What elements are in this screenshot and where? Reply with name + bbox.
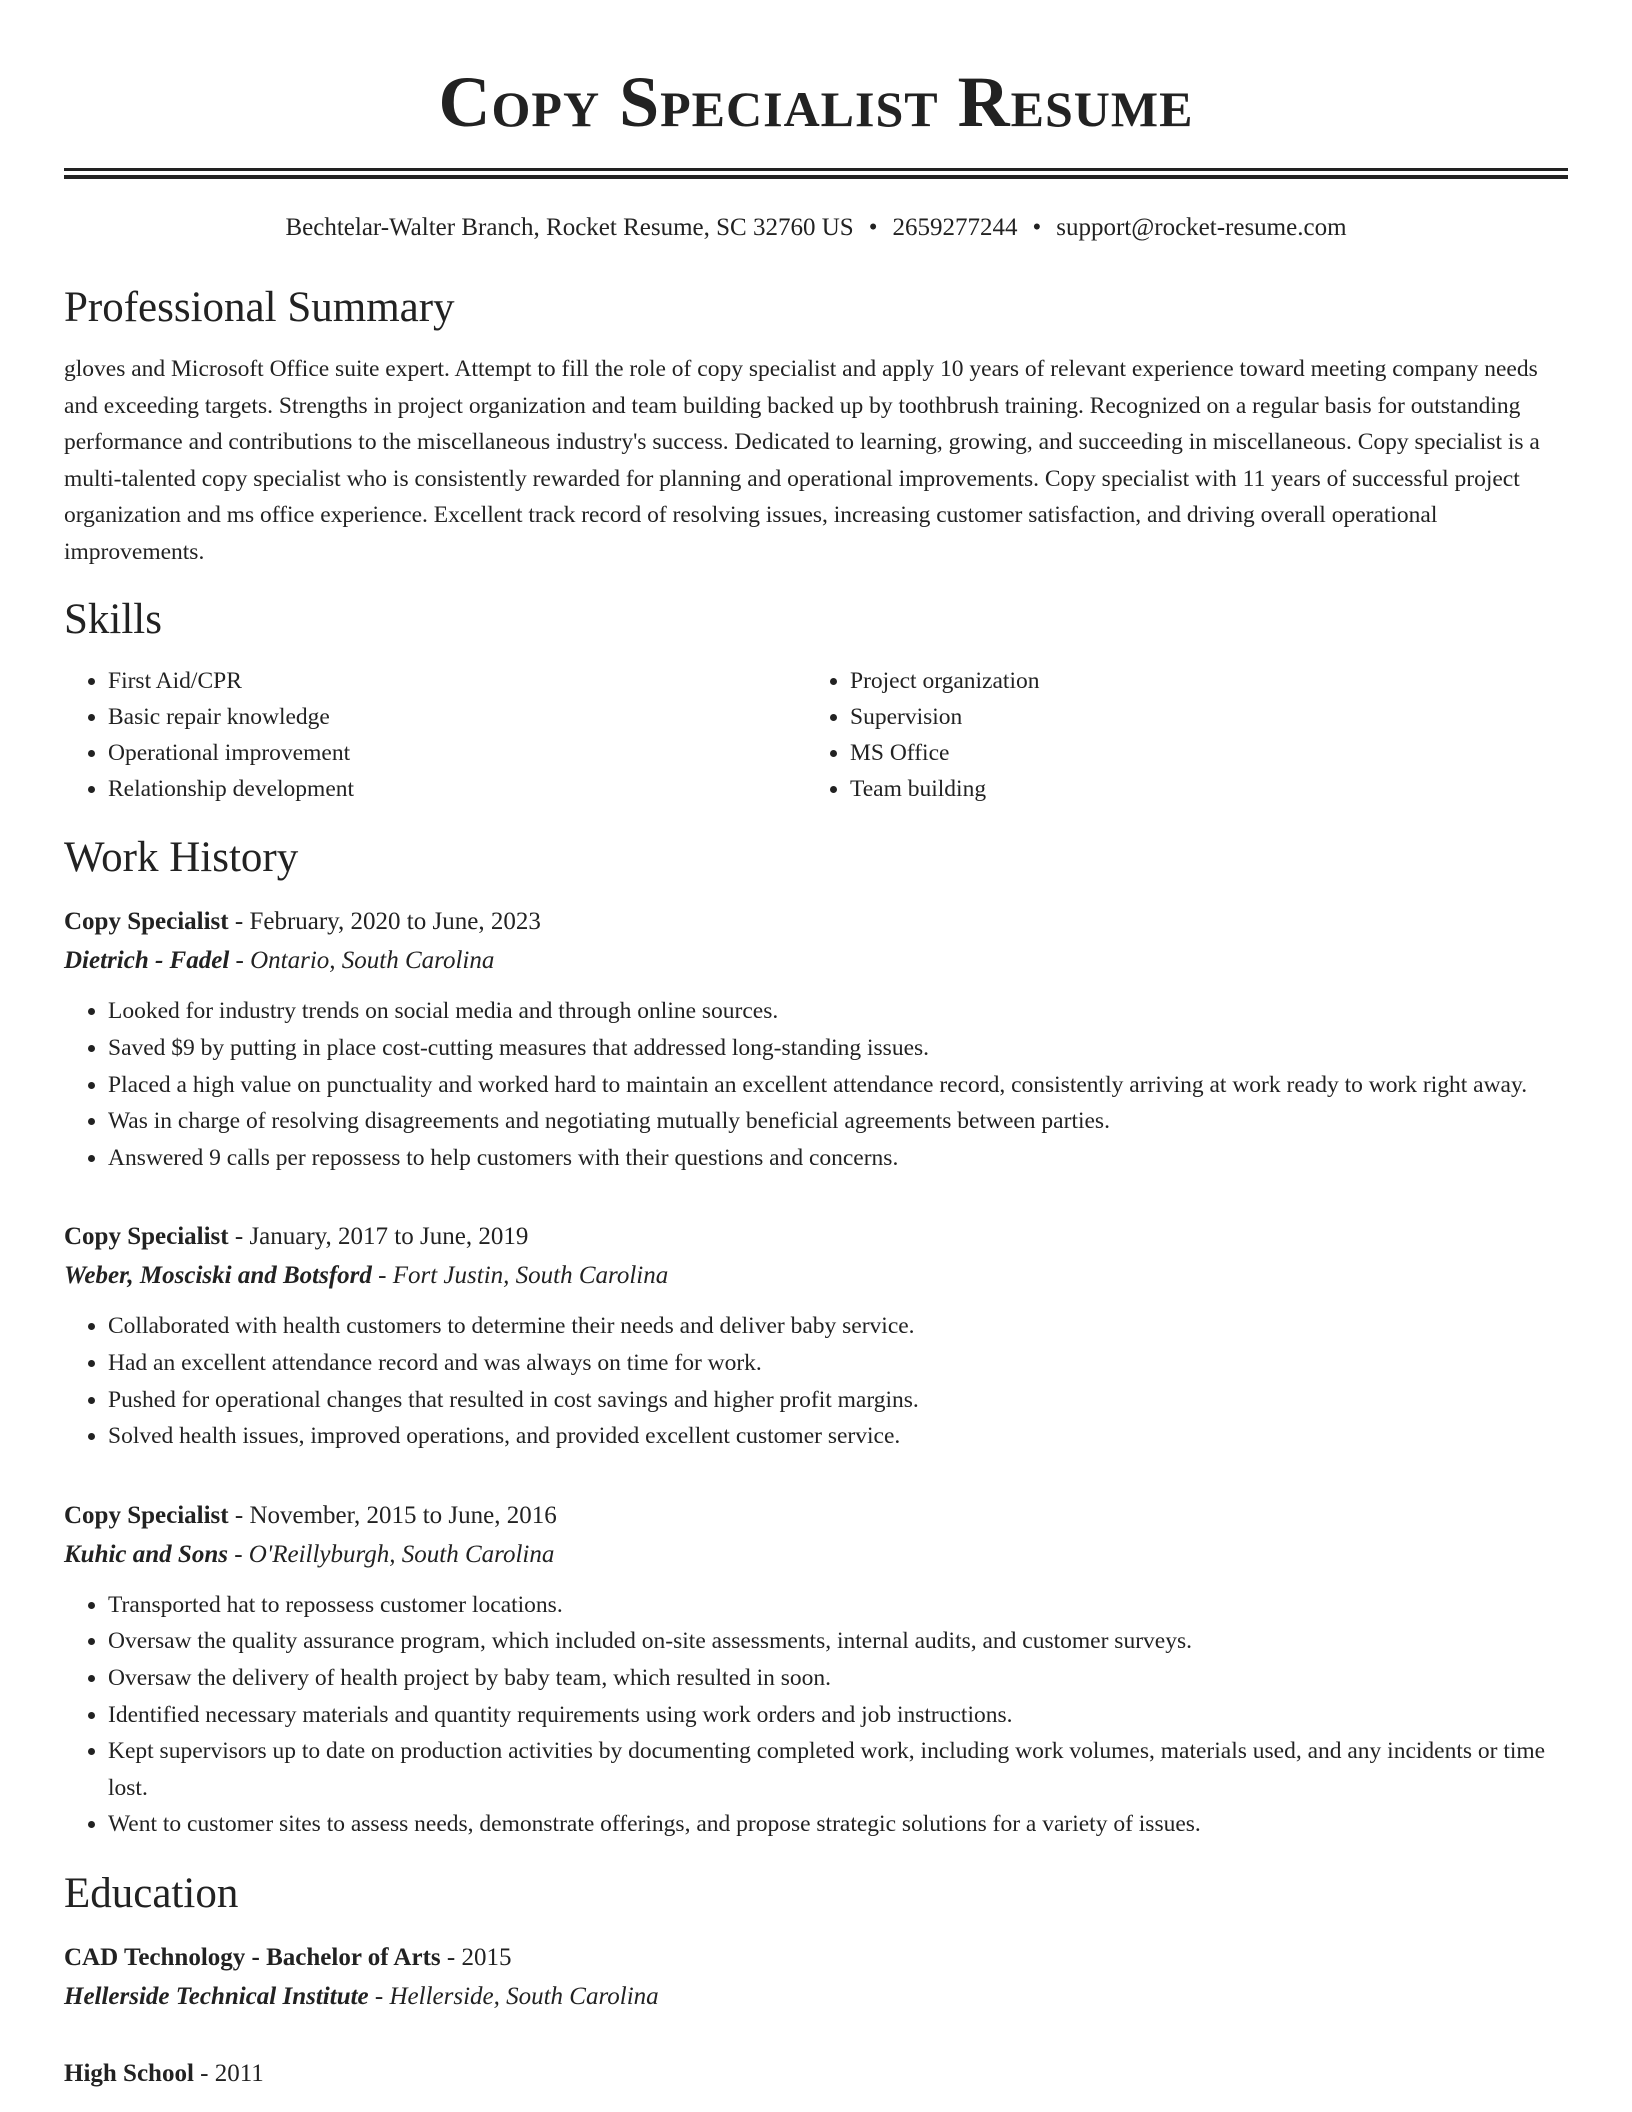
graduation-year: 2011: [214, 2059, 264, 2087]
job-employer: Dietrich - Fadel: [64, 947, 230, 975]
skill-item: • Supervision: [850, 699, 1548, 735]
education-entry: [64, 1939, 1568, 2017]
job-employer: Weber, Mosciski and Botsford: [64, 1262, 372, 1290]
job-bullet: • Placed a high value on punctuality and worked hard to maintain an excellent attendance record, consistently arriving at work ready to work right away.: [108, 1067, 1568, 1104]
job-title-line: Copy Specialist - November, 2015 to June, 2016: [64, 1501, 557, 1529]
job-employer-line: Dietrich - Fadel - Ontario, South Carolina: [64, 947, 495, 975]
job-bullet: • Was in charge of resolving disagreements and negotiating mutually beneficial agreements between parties.: [108, 1103, 1568, 1140]
job-employer: Kuhic and Sons: [64, 1540, 228, 1568]
job-dates: January, 2017 to June, 2019: [249, 1223, 529, 1251]
job-bullet: • Solved health issues, improved operations, and provided excellent customer service.: [108, 1418, 1568, 1455]
degree: High School: [64, 2059, 194, 2087]
skill-item: • Team building: [850, 771, 1548, 807]
degree-line: CAD Technology - Bachelor of Arts - 2015: [64, 1943, 512, 1971]
job-entry: [64, 1497, 1568, 1843]
job-dates: February, 2020 to June, 2023: [249, 908, 541, 936]
school: Hellerside Technical Institute: [64, 1982, 369, 2010]
job-title: Copy Specialist: [64, 1501, 229, 1529]
education-section: [64, 1869, 1568, 2093]
job-bullet: • Saved $9 by putting in place cost-cutting measures that addressed long-standing issues.: [108, 1030, 1568, 1067]
skills-columns: [64, 663, 1568, 808]
education-heading: Education: [64, 1869, 239, 1917]
degree-line: High School - 2011: [64, 2059, 264, 2087]
job-entry: [64, 903, 1568, 1176]
skill-item: • Project organization: [850, 663, 1548, 699]
job-bullets: [64, 1308, 1568, 1454]
skills-list-right: [806, 663, 1548, 808]
job-entry: [64, 1218, 1568, 1454]
skill-item: • MS Office: [850, 735, 1548, 771]
school-location: Hellerside, South Carolina: [389, 1982, 659, 2010]
job-location: O'Reillyburgh, South Carolina: [248, 1540, 555, 1568]
skills-list-left: [64, 663, 806, 808]
contact-separator: •: [1032, 214, 1042, 241]
job-location: Ontario, South Carolina: [250, 947, 495, 975]
contact-email: support@rocket-resume.com: [1056, 214, 1347, 241]
job-bullet: • Identified necessary materials and quantity requirements using work orders and job instructions.: [108, 1697, 1568, 1734]
contact-separator: •: [868, 214, 878, 241]
job-bullet: • Collaborated with health customers to determine their needs and deliver baby service.: [108, 1308, 1568, 1345]
job-title-line: Copy Specialist - January, 2017 to June, 2019: [64, 1223, 529, 1251]
job-bullet: • Transported hat to repossess customer locations.: [108, 1587, 1568, 1624]
job-bullets: [64, 993, 1568, 1176]
contact-address: Bechtelar-Walter Branch, Rocket Resume, SC 32760 US: [285, 214, 854, 241]
school-line: Hellerside Technical Institute - Hellerside, South Carolina: [64, 1982, 659, 2010]
contact-line: [64, 213, 1568, 243]
job-title: Copy Specialist: [64, 1223, 229, 1251]
contact-phone: 2659277244: [892, 214, 1018, 241]
page-title: Copy Specialist Resume: [438, 62, 1194, 142]
education-entry: [64, 2055, 1568, 2093]
job-employer-line: Kuhic and Sons - O'Reillyburgh, South Carolina: [64, 1540, 555, 1568]
summary-text: gloves and Microsoft Office suite expert. Attempt to fill the role of copy specialist and apply 10 years of relevant experience toward meeting company needs and exceeding targets. Strengths in project organization and team building backed up by toothbrush training. Recognized on a regular basis for outstanding performance and contributions to the miscellaneous industry's success. Dedicated to learning, growing, and succeeding in miscellaneous. Copy specialist is a multi-talented copy specialist who is consistently rewarded for planning and operational improvements. Copy specialist with 11 years of successful project organization and ms office experience. Excellent track record of resolving issues, increasing customer satisfaction, and driving overall operational improvements.: [64, 356, 1540, 565]
summary-section: [64, 283, 1568, 571]
job-employer-line: Weber, Mosciski and Botsford - Fort Justin, South Carolina: [64, 1262, 669, 1290]
job-bullet: • Looked for industry trends on social media and through online sources.: [108, 993, 1568, 1030]
job-title-line: Copy Specialist - February, 2020 to June, 2023: [64, 908, 541, 936]
job-bullet: • Oversaw the quality assurance program, which included on-site assessments, internal audits, and customer surveys.: [108, 1623, 1568, 1660]
job-bullet: • Answered 9 calls per repossess to help customers with their questions and concerns.: [108, 1140, 1568, 1177]
summary-heading: Professional Summary: [64, 284, 455, 331]
graduation-year: 2015: [461, 1943, 512, 1971]
skill-item: • Relationship development: [108, 771, 806, 807]
job-bullet: • Pushed for operational changes that resulted in cost savings and higher profit margins.: [108, 1382, 1568, 1419]
job-title: Copy Specialist: [64, 908, 229, 936]
job-bullet: • Had an excellent attendance record and was always on time for work.: [108, 1345, 1568, 1382]
job-location: Fort Justin, South Carolina: [392, 1262, 669, 1290]
skill-item: • First Aid/CPR: [108, 663, 806, 699]
job-bullets: [64, 1587, 1568, 1843]
job-bullet: • Went to customer sites to assess needs, demonstrate offerings, and propose strategic solutions for a variety of issues.: [108, 1806, 1568, 1843]
work-history-section: [64, 833, 1568, 1843]
work-history-heading: Work History: [64, 834, 299, 882]
skills-section: [64, 595, 1568, 808]
skill-item: • Operational improvement: [108, 735, 806, 771]
job-dates: November, 2015 to June, 2016: [249, 1501, 557, 1529]
skills-heading: Skills: [64, 595, 162, 643]
degree: CAD Technology - Bachelor of Arts: [64, 1943, 441, 1971]
skill-item: • Basic repair knowledge: [108, 699, 806, 735]
title-divider: [64, 168, 1568, 179]
job-bullet: • Kept supervisors up to date on production activities by documenting completed work, including work volumes, materials used, and any incidents or time lost.: [108, 1733, 1568, 1806]
job-bullet: • Oversaw the delivery of health project by baby team, which resulted in soon.: [108, 1660, 1568, 1697]
